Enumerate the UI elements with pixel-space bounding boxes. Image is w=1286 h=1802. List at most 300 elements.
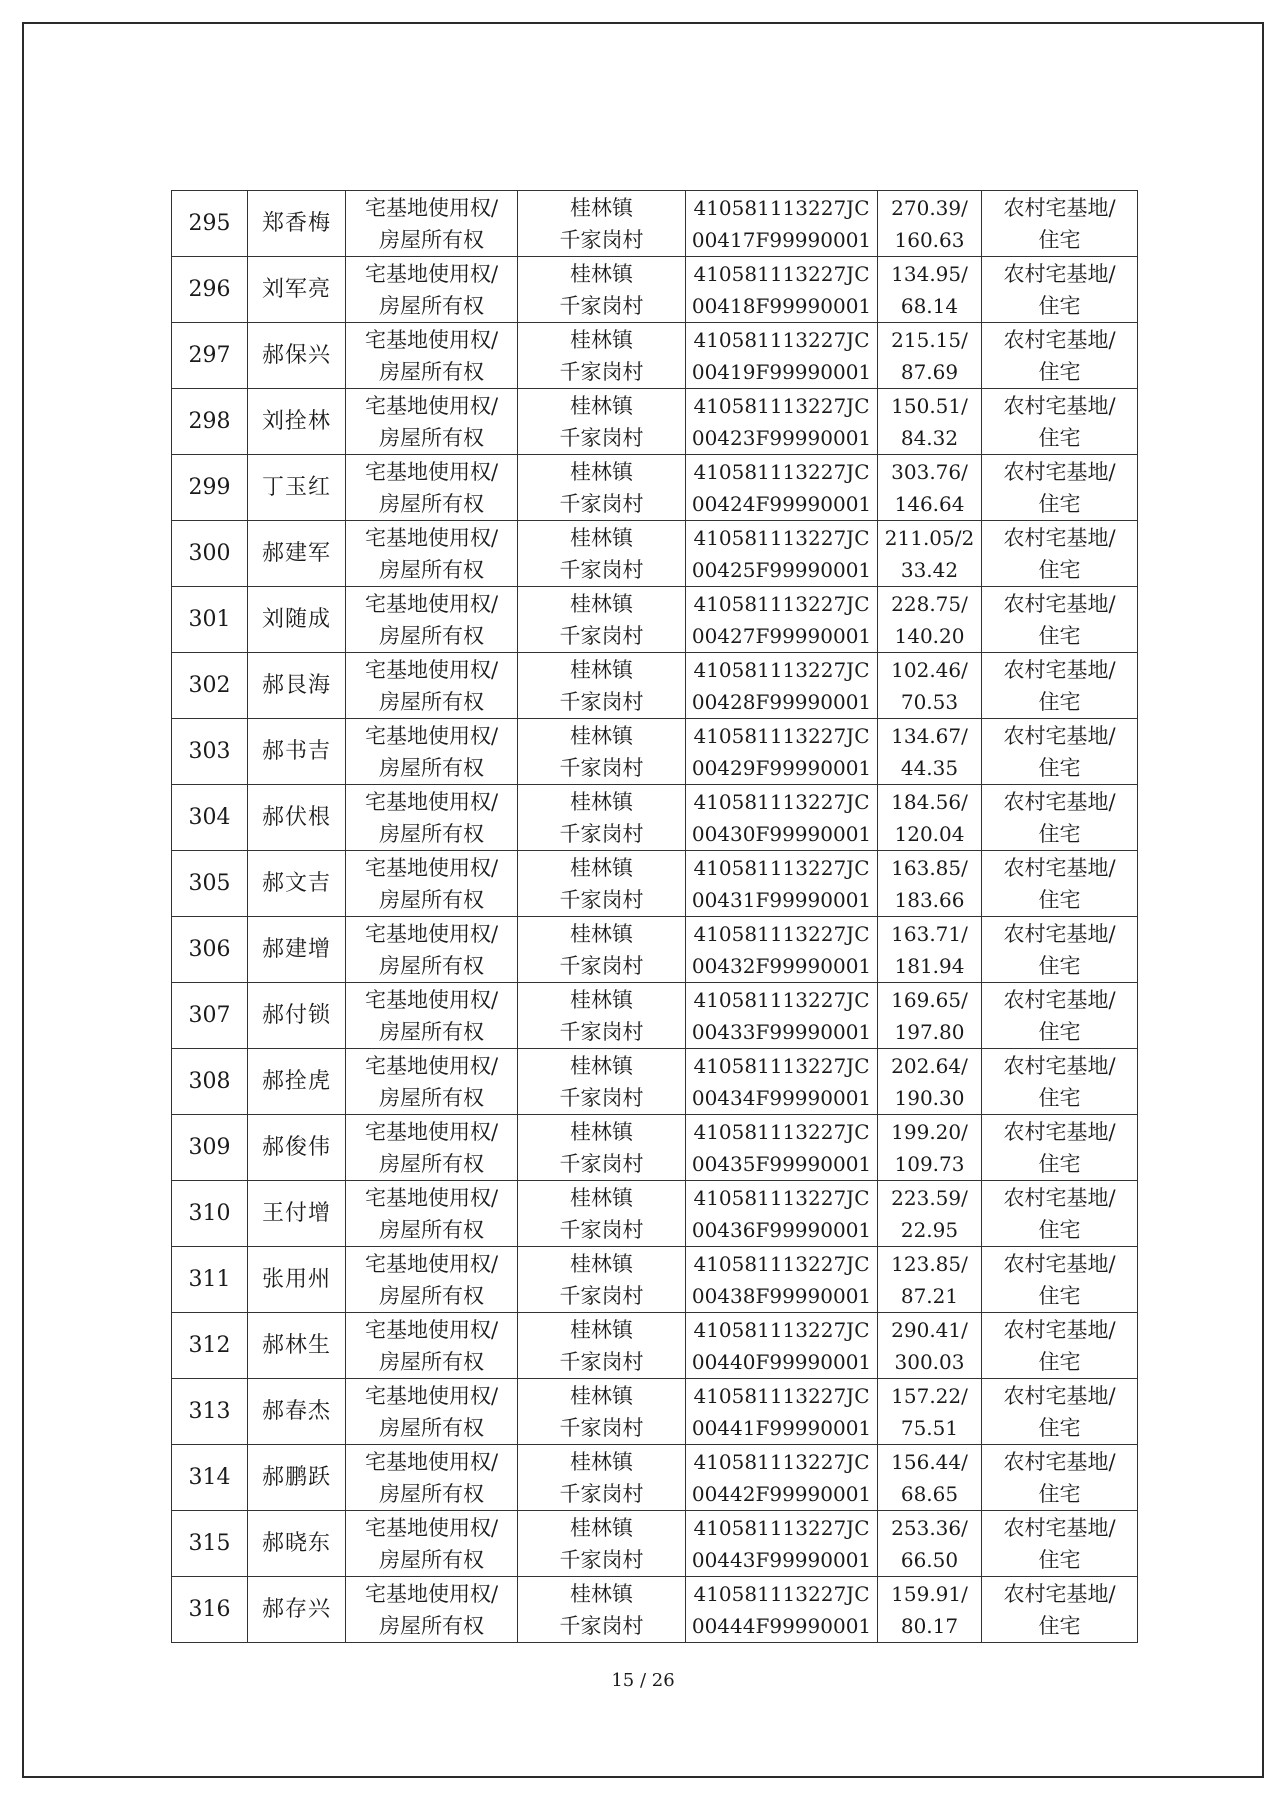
cell-text: 315 [188, 1530, 231, 1556]
cell-text: 410581113227JC [693, 921, 870, 946]
cell-text: 宅基地使用权/ [364, 657, 499, 682]
right-type-cell [346, 653, 518, 719]
right-type-cell [346, 1511, 518, 1577]
location-cell [518, 587, 686, 653]
cell-text: 宅基地使用权/ [364, 195, 499, 220]
unit-code-cell [686, 653, 878, 719]
cell-text: 156.44/ [891, 1449, 968, 1474]
cell-text: 00424F99990001 [691, 491, 872, 516]
cell-text: 千家岗村 [559, 1415, 644, 1440]
cell-text: 00418F99990001 [691, 293, 872, 318]
cell-text: 房屋所有权 [379, 755, 484, 780]
unit-code-cell [686, 191, 878, 257]
owner-name-cell [248, 191, 346, 257]
location-cell [518, 1181, 686, 1247]
right-type-cell [346, 521, 518, 587]
unit-code-cell [686, 719, 878, 785]
cell-text: 410581113227JC [693, 525, 870, 550]
cell-text: 农村宅基地/ [1003, 1449, 1116, 1474]
seq-cell [172, 1247, 248, 1313]
cell-text: 千家岗村 [559, 293, 644, 318]
cell-text: 宅基地使用权/ [364, 1581, 499, 1606]
cell-text: 00436F99990001 [691, 1217, 872, 1242]
cell-text: 住宅 [1038, 1217, 1081, 1242]
location-cell [518, 1313, 686, 1379]
cell-text: 住宅 [1038, 887, 1081, 912]
area-cell [878, 719, 982, 785]
cell-text: 刘随成 [261, 606, 331, 632]
owner-name-cell [248, 1247, 346, 1313]
cell-text: 宅基地使用权/ [364, 1515, 499, 1540]
owner-name-cell [248, 917, 346, 983]
cell-text: 桂林镇 [570, 723, 633, 748]
cell-text: 房屋所有权 [379, 1613, 484, 1638]
cell-text: 宅基地使用权/ [364, 327, 499, 352]
cell-text: 农村宅基地/ [1003, 723, 1116, 748]
cell-text: 刘拴林 [261, 408, 331, 434]
cell-text: 66.50 [900, 1547, 959, 1572]
table-row [172, 1577, 1138, 1643]
cell-text: 宅基地使用权/ [364, 261, 499, 286]
cell-text: 00441F99990001 [691, 1415, 872, 1440]
location-cell [518, 917, 686, 983]
owner-name-cell [248, 851, 346, 917]
area-cell [878, 1181, 982, 1247]
cell-text: 郝保兴 [261, 342, 331, 368]
cell-text: 住宅 [1038, 227, 1081, 252]
owner-name-cell [248, 719, 346, 785]
cell-text: 农村宅基地/ [1003, 591, 1116, 616]
cell-text: 房屋所有权 [379, 491, 484, 516]
cell-text: 163.71/ [891, 921, 968, 946]
land-use-cell [982, 521, 1138, 587]
cell-text: 宅基地使用权/ [364, 987, 499, 1012]
cell-text: 68.14 [900, 293, 959, 318]
land-use-cell [982, 323, 1138, 389]
cell-text: 410581113227JC [693, 1251, 870, 1276]
location-cell [518, 851, 686, 917]
area-cell [878, 1511, 982, 1577]
unit-code-cell [686, 1379, 878, 1445]
location-cell [518, 257, 686, 323]
location-cell [518, 983, 686, 1049]
land-use-cell [982, 917, 1138, 983]
cell-text: 房屋所有权 [379, 689, 484, 714]
cell-text: 宅基地使用权/ [364, 1383, 499, 1408]
cell-text: 千家岗村 [559, 1613, 644, 1638]
location-cell [518, 1247, 686, 1313]
area-cell [878, 1049, 982, 1115]
cell-text: 316 [188, 1596, 231, 1622]
location-cell [518, 653, 686, 719]
seq-cell [172, 257, 248, 323]
seq-cell [172, 191, 248, 257]
cell-text: 303 [188, 738, 231, 764]
cell-text: 312 [188, 1332, 231, 1358]
location-cell [518, 1379, 686, 1445]
cell-text: 桂林镇 [570, 789, 633, 814]
table-row [172, 455, 1138, 521]
cell-text: 00419F99990001 [691, 359, 872, 384]
area-cell [878, 851, 982, 917]
unit-code-cell [686, 851, 878, 917]
cell-text: 宅基地使用权/ [364, 723, 499, 748]
owner-name-cell [248, 1115, 346, 1181]
cell-text: 197.80 [894, 1019, 965, 1044]
right-type-cell [346, 1181, 518, 1247]
unit-code-cell [686, 1577, 878, 1643]
cell-text: 169.65/ [891, 987, 968, 1012]
area-cell [878, 389, 982, 455]
area-cell [878, 1313, 982, 1379]
cell-text: 农村宅基地/ [1003, 459, 1116, 484]
cell-text: 郝艮海 [261, 672, 331, 698]
cell-text: 农村宅基地/ [1003, 1383, 1116, 1408]
cell-text: 郝建增 [261, 936, 331, 962]
owner-name-cell [248, 1511, 346, 1577]
cell-text: 410581113227JC [693, 591, 870, 616]
cell-text: 300.03 [894, 1349, 965, 1374]
cell-text: 住宅 [1038, 1547, 1081, 1572]
cell-text: 郝鹏跃 [261, 1464, 331, 1490]
seq-cell [172, 389, 248, 455]
cell-text: 住宅 [1038, 953, 1081, 978]
cell-text: 房屋所有权 [379, 1349, 484, 1374]
cell-text: 306 [188, 936, 231, 962]
cell-text: 千家岗村 [559, 1349, 644, 1374]
cell-text: 163.85/ [891, 855, 968, 880]
cell-text: 桂林镇 [570, 525, 633, 550]
area-cell [878, 257, 982, 323]
cell-text: 住宅 [1038, 557, 1081, 582]
cell-text: 住宅 [1038, 1085, 1081, 1110]
owner-name-cell [248, 455, 346, 521]
cell-text: 房屋所有权 [379, 887, 484, 912]
cell-text: 郝付锁 [261, 1002, 331, 1028]
cell-text: 309 [188, 1134, 231, 1160]
table-row [172, 1511, 1138, 1577]
cell-text: 160.63 [894, 227, 965, 252]
unit-code-cell [686, 587, 878, 653]
cell-text: 00433F99990001 [691, 1019, 872, 1044]
cell-text: 00417F99990001 [691, 227, 872, 252]
cell-text: 00442F99990001 [691, 1481, 872, 1506]
cell-text: 农村宅基地/ [1003, 1251, 1116, 1276]
cell-text: 410581113227JC [693, 1119, 870, 1144]
cell-text: 千家岗村 [559, 623, 644, 648]
right-type-cell [346, 1445, 518, 1511]
unit-code-cell [686, 1049, 878, 1115]
table-row [172, 389, 1138, 455]
cell-text: 住宅 [1038, 623, 1081, 648]
area-cell [878, 653, 982, 719]
right-type-cell [346, 851, 518, 917]
owner-name-cell [248, 1313, 346, 1379]
cell-text: 00432F99990001 [691, 953, 872, 978]
cell-text: 千家岗村 [559, 359, 644, 384]
cell-text: 桂林镇 [570, 1515, 633, 1540]
cell-text: 宅基地使用权/ [364, 1317, 499, 1342]
seq-cell [172, 587, 248, 653]
owner-name-cell [248, 587, 346, 653]
cell-text: 住宅 [1038, 1481, 1081, 1506]
land-use-cell [982, 785, 1138, 851]
cell-text: 134.95/ [891, 261, 968, 286]
unit-code-cell [686, 785, 878, 851]
owner-name-cell [248, 653, 346, 719]
cell-text: 住宅 [1038, 425, 1081, 450]
cell-text: 80.17 [900, 1613, 959, 1638]
table-row [172, 719, 1138, 785]
owner-name-cell [248, 521, 346, 587]
cell-text: 桂林镇 [570, 195, 633, 220]
cell-text: 农村宅基地/ [1003, 1515, 1116, 1540]
cell-text: 桂林镇 [570, 327, 633, 352]
cell-text: 302 [188, 672, 231, 698]
cell-text: 宅基地使用权/ [364, 1053, 499, 1078]
right-type-cell [346, 983, 518, 1049]
cell-text: 314 [188, 1464, 231, 1490]
cell-text: 299 [188, 474, 231, 500]
location-cell [518, 1115, 686, 1181]
cell-text: 311 [188, 1266, 231, 1292]
cell-text: 郑香梅 [261, 210, 331, 236]
cell-text: 农村宅基地/ [1003, 327, 1116, 352]
table-row [172, 191, 1138, 257]
seq-cell [172, 1577, 248, 1643]
cell-text: 00435F99990001 [691, 1151, 872, 1176]
table-row [172, 1379, 1138, 1445]
cell-text: 农村宅基地/ [1003, 1119, 1116, 1144]
cell-text: 22.95 [900, 1217, 959, 1242]
cell-text: 410581113227JC [693, 723, 870, 748]
area-cell [878, 1379, 982, 1445]
right-type-cell [346, 455, 518, 521]
cell-text: 410581113227JC [693, 195, 870, 220]
cell-text: 农村宅基地/ [1003, 393, 1116, 418]
unit-code-cell [686, 1115, 878, 1181]
table-row [172, 521, 1138, 587]
cell-text: 410581113227JC [693, 261, 870, 286]
right-type-cell [346, 1049, 518, 1115]
cell-text: 千家岗村 [559, 491, 644, 516]
cell-text: 00430F99990001 [691, 821, 872, 846]
unit-code-cell [686, 983, 878, 1049]
cell-text: 宅基地使用权/ [364, 393, 499, 418]
cell-text: 298 [188, 408, 231, 434]
cell-text: 199.20/ [891, 1119, 968, 1144]
land-use-cell [982, 389, 1138, 455]
cell-text: 住宅 [1038, 359, 1081, 384]
cell-text: 房屋所有权 [379, 623, 484, 648]
cell-text: 房屋所有权 [379, 227, 484, 252]
unit-code-cell [686, 521, 878, 587]
cell-text: 农村宅基地/ [1003, 657, 1116, 682]
unit-code-cell [686, 1511, 878, 1577]
cell-text: 桂林镇 [570, 1383, 633, 1408]
cell-text: 丁玉红 [261, 474, 331, 500]
table-row [172, 1313, 1138, 1379]
cell-text: 304 [188, 804, 231, 830]
cell-text: 410581113227JC [693, 1185, 870, 1210]
land-use-cell [982, 455, 1138, 521]
cell-text: 农村宅基地/ [1003, 261, 1116, 286]
cell-text: 郝俊伟 [261, 1134, 331, 1160]
cell-text: 410581113227JC [693, 1581, 870, 1606]
cell-text: 郝拴虎 [261, 1068, 331, 1094]
seq-cell [172, 983, 248, 1049]
registration-table [171, 190, 1138, 1643]
land-use-cell [982, 1247, 1138, 1313]
cell-text: 宅基地使用权/ [364, 1449, 499, 1474]
cell-text: 134.67/ [891, 723, 968, 748]
cell-text: 295 [188, 210, 231, 236]
cell-text: 住宅 [1038, 755, 1081, 780]
cell-text: 房屋所有权 [379, 1151, 484, 1176]
cell-text: 房屋所有权 [379, 557, 484, 582]
cell-text: 44.35 [900, 755, 959, 780]
cell-text: 300 [188, 540, 231, 566]
cell-text: 房屋所有权 [379, 1547, 484, 1572]
cell-text: 千家岗村 [559, 689, 644, 714]
owner-name-cell [248, 257, 346, 323]
area-cell [878, 1445, 982, 1511]
owner-name-cell [248, 1379, 346, 1445]
cell-text: 00428F99990001 [691, 689, 872, 714]
land-use-cell [982, 653, 1138, 719]
land-use-cell [982, 1445, 1138, 1511]
cell-text: 千家岗村 [559, 887, 644, 912]
unit-code-cell [686, 917, 878, 983]
cell-text: 千家岗村 [559, 557, 644, 582]
location-cell [518, 1511, 686, 1577]
cell-text: 宅基地使用权/ [364, 1185, 499, 1210]
cell-text: 王付增 [261, 1200, 331, 1226]
location-cell [518, 521, 686, 587]
cell-text: 308 [188, 1068, 231, 1094]
cell-text: 农村宅基地/ [1003, 1581, 1116, 1606]
owner-name-cell [248, 323, 346, 389]
area-cell [878, 983, 982, 1049]
cell-text: 宅基地使用权/ [364, 1119, 499, 1144]
cell-text: 住宅 [1038, 1019, 1081, 1044]
cell-text: 00434F99990001 [691, 1085, 872, 1110]
location-cell [518, 1049, 686, 1115]
cell-text: 郝书吉 [261, 738, 331, 764]
cell-text: 190.30 [894, 1085, 965, 1110]
owner-name-cell [248, 785, 346, 851]
location-cell [518, 719, 686, 785]
cell-text: 00431F99990001 [691, 887, 872, 912]
cell-text: 房屋所有权 [379, 425, 484, 450]
cell-text: 桂林镇 [570, 1185, 633, 1210]
cell-text: 00423F99990001 [691, 425, 872, 450]
unit-code-cell [686, 257, 878, 323]
cell-text: 00444F99990001 [691, 1613, 872, 1638]
area-cell [878, 323, 982, 389]
cell-text: 桂林镇 [570, 1317, 633, 1342]
location-cell [518, 455, 686, 521]
cell-text: 84.32 [900, 425, 959, 450]
cell-text: 123.85/ [891, 1251, 968, 1276]
cell-text: 00438F99990001 [691, 1283, 872, 1308]
cell-text: 87.21 [900, 1283, 959, 1308]
cell-text: 住宅 [1038, 1283, 1081, 1308]
seq-cell [172, 917, 248, 983]
cell-text: 00427F99990001 [691, 623, 872, 648]
cell-text: 410581113227JC [693, 1053, 870, 1078]
seq-cell [172, 1115, 248, 1181]
location-cell [518, 1577, 686, 1643]
unit-code-cell [686, 1313, 878, 1379]
cell-text: 房屋所有权 [379, 359, 484, 384]
owner-name-cell [248, 1049, 346, 1115]
cell-text: 郝建军 [261, 540, 331, 566]
cell-text: 桂林镇 [570, 261, 633, 286]
cell-text: 农村宅基地/ [1003, 195, 1116, 220]
cell-text: 305 [188, 870, 231, 896]
cell-text: 房屋所有权 [379, 821, 484, 846]
cell-text: 千家岗村 [559, 1217, 644, 1242]
cell-text: 301 [188, 606, 231, 632]
cell-text: 住宅 [1038, 1151, 1081, 1176]
cell-text: 郝晓东 [261, 1530, 331, 1556]
cell-text: 桂林镇 [570, 591, 633, 616]
unit-code-cell [686, 455, 878, 521]
table-body [172, 191, 1138, 1643]
cell-text: 桂林镇 [570, 987, 633, 1012]
owner-name-cell [248, 389, 346, 455]
cell-text: 农村宅基地/ [1003, 1185, 1116, 1210]
area-cell [878, 455, 982, 521]
cell-text: 千家岗村 [559, 1547, 644, 1572]
right-type-cell [346, 257, 518, 323]
cell-text: 桂林镇 [570, 855, 633, 880]
cell-text: 410581113227JC [693, 987, 870, 1012]
table-row [172, 851, 1138, 917]
cell-text: 桂林镇 [570, 657, 633, 682]
cell-text: 75.51 [900, 1415, 959, 1440]
unit-code-cell [686, 389, 878, 455]
right-type-cell [346, 587, 518, 653]
area-cell [878, 587, 982, 653]
cell-text: 桂林镇 [570, 1449, 633, 1474]
cell-text: 千家岗村 [559, 1151, 644, 1176]
cell-text: 211.05/2 [884, 525, 975, 550]
cell-text: 410581113227JC [693, 327, 870, 352]
seq-cell [172, 1511, 248, 1577]
cell-text: 桂林镇 [570, 393, 633, 418]
area-cell [878, 1577, 982, 1643]
cell-text: 410581113227JC [693, 1317, 870, 1342]
cell-text: 房屋所有权 [379, 1217, 484, 1242]
cell-text: 157.22/ [891, 1383, 968, 1408]
right-type-cell [346, 917, 518, 983]
seq-cell [172, 851, 248, 917]
cell-text: 00440F99990001 [691, 1349, 872, 1374]
page-number: 15 / 26 [611, 1670, 675, 1691]
right-type-cell [346, 1313, 518, 1379]
cell-text: 房屋所有权 [379, 293, 484, 318]
cell-text: 宅基地使用权/ [364, 459, 499, 484]
land-use-cell [982, 983, 1138, 1049]
cell-text: 宅基地使用权/ [364, 1251, 499, 1276]
cell-text: 郝伏根 [261, 804, 331, 830]
land-use-cell [982, 1181, 1138, 1247]
area-cell [878, 521, 982, 587]
cell-text: 307 [188, 1002, 231, 1028]
seq-cell [172, 719, 248, 785]
